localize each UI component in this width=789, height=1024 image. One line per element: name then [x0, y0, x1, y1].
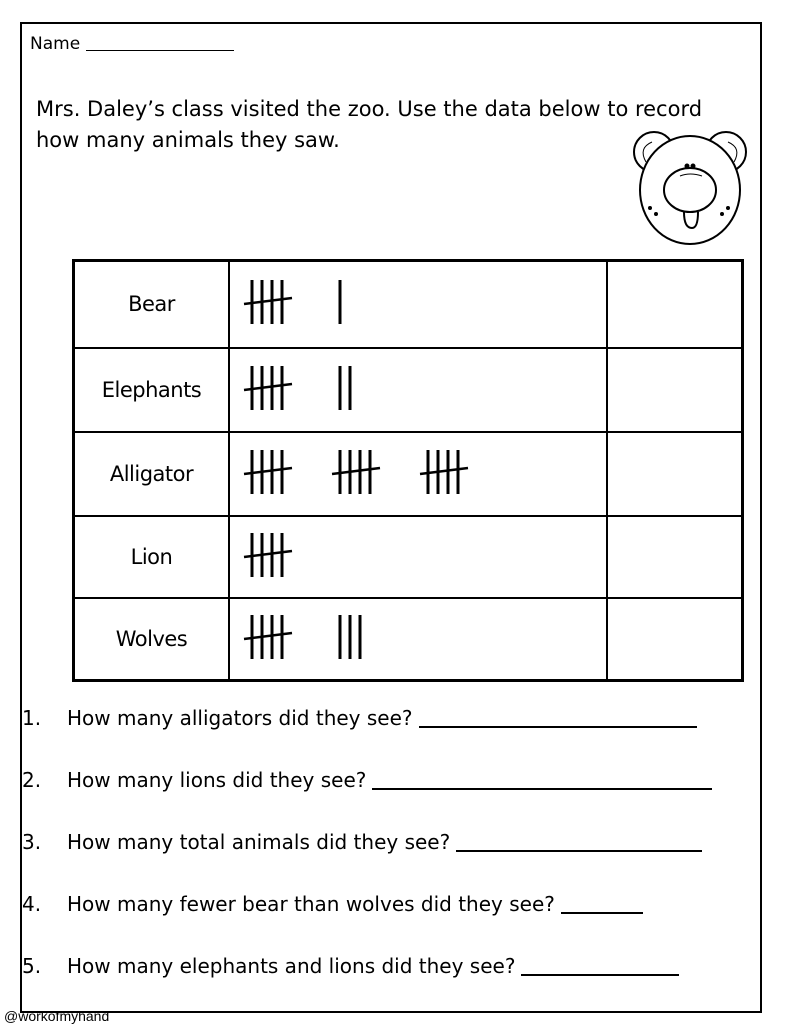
tally-icon: [230, 272, 600, 332]
name-blank[interactable]: [86, 36, 234, 51]
answer-blank[interactable]: [372, 770, 712, 790]
tally-table: [72, 259, 744, 682]
answer-blank[interactable]: [456, 832, 702, 852]
question-text: How many alligators did they see?: [67, 706, 413, 730]
animal-label: Elephants: [74, 348, 230, 432]
question-number: 2.: [22, 768, 42, 792]
answer-blank[interactable]: [561, 894, 643, 914]
question: [22, 892, 643, 916]
question-number: 1.: [22, 706, 42, 730]
question-text: How many total animals did they see?: [67, 830, 451, 854]
tally-icon: [230, 607, 600, 667]
animal-label: Lion: [74, 516, 230, 598]
name-field[interactable]: [30, 34, 234, 54]
question: [22, 706, 697, 730]
table-row: [74, 261, 743, 348]
credit: @workofmyhand: [4, 1008, 110, 1024]
tally-icon: [230, 442, 600, 502]
question-text: How many fewer bear than wolves did they see?: [67, 892, 555, 916]
question-number: 4.: [22, 892, 42, 916]
tally-icon: [230, 525, 600, 585]
instructions: Mrs. Daley’s class visited the zoo. Use the data below to record how many animals they saw.: [36, 97, 703, 152]
answer-cell[interactable]: [607, 348, 743, 432]
name-label: Name: [30, 34, 81, 54]
answer-cell[interactable]: [607, 261, 743, 348]
table-row: [74, 516, 743, 598]
answer-blank[interactable]: [419, 708, 697, 728]
table-row: [74, 432, 743, 516]
tally-marks: [229, 261, 607, 348]
question-number: 5.: [22, 954, 42, 978]
animal-label: Wolves: [74, 598, 230, 681]
answer-blank[interactable]: [521, 956, 679, 976]
question-text: How many elephants and lions did they see?: [67, 954, 516, 978]
animal-label: Alligator: [74, 432, 230, 516]
tally-marks: [229, 432, 607, 516]
question-text: How many lions did they see?: [67, 768, 367, 792]
tally-marks: [229, 348, 607, 432]
answer-cell[interactable]: [607, 598, 743, 681]
table-row: [74, 348, 743, 432]
tally-marks: [229, 598, 607, 681]
answer-cell[interactable]: [607, 432, 743, 516]
animal-label: Bear: [74, 261, 230, 348]
tally-marks: [229, 516, 607, 598]
table-row: [74, 598, 743, 681]
question: [22, 768, 712, 792]
question: [22, 830, 702, 854]
question-number: 3.: [22, 830, 42, 854]
tally-icon: [230, 358, 600, 418]
bear-face-icon: [628, 128, 752, 248]
answer-cell[interactable]: [607, 516, 743, 598]
question: [22, 954, 679, 978]
